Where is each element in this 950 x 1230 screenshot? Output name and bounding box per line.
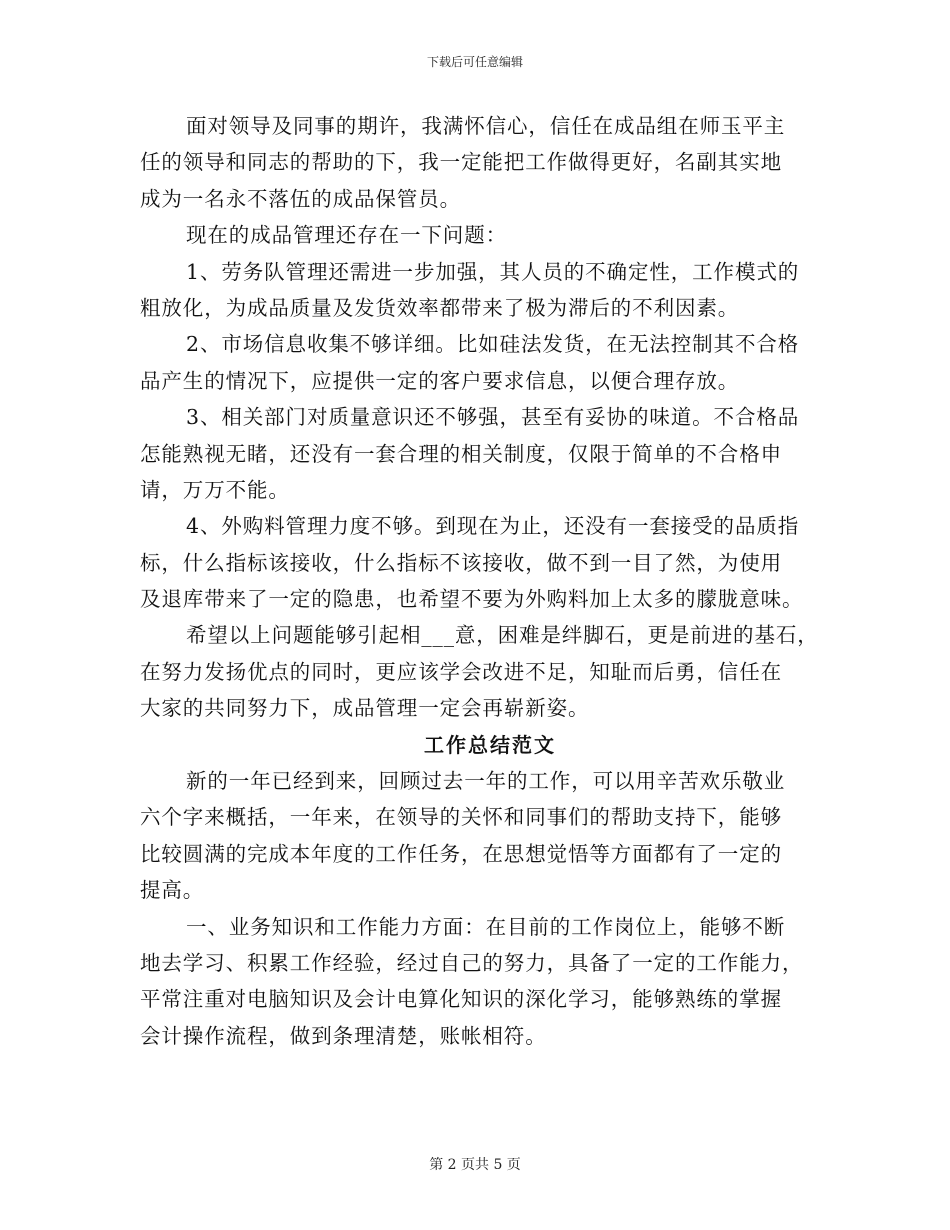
paragraph-line: 任的领导和同志的帮助的下，我一定能把工作做得更好，名副其实地 <box>140 150 782 175</box>
paragraph-line: 现在的成品管理还存在一下问题： <box>186 223 507 248</box>
paragraph-line: 在努力发扬优点的同时，更应该学会改进不足，知耻而后勇，信任在 <box>140 659 782 684</box>
paragraph-line: 地去学习、积累工作经验，经过自己的努力，具备了一定的工作能力， <box>140 950 804 975</box>
paragraph-line: 比较圆满的完成本年度的工作任务，在思想觉悟等方面都有了一定的 <box>140 841 782 866</box>
list-item-line: 品产生的情况下，应提供一定的客户要求信息，以便合理存放。 <box>140 368 740 393</box>
paragraph-line: 新的一年已经到来，回顾过去一年的工作，可以用辛苦欢乐敬业 <box>186 769 786 794</box>
paragraph-line: 提高。 <box>140 878 205 903</box>
paragraph-line: 大家的共同努力下，成品管理一定会再崭新姿。 <box>140 696 590 721</box>
document-body <box>140 108 820 1054</box>
paragraph-line: 会计操作流程，做到条理清楚，账帐相符。 <box>140 1023 547 1048</box>
paragraph-line: 一、业务知识和工作能力方面：在目前的工作岗位上，能够不断 <box>186 914 786 939</box>
list-item-line: 怎能熟视无睹，还没有一套合理的相关制度，仅限于简单的不合格申 <box>140 441 782 466</box>
paragraph-line: 希望以上问题能够引起相___意，困难是绊脚石，更是前进的基石， <box>186 623 819 648</box>
list-item-line: 请，万万不能。 <box>140 477 290 502</box>
paragraph-line: 面对领导及同事的期许，我满怀信心，信任在成品组在师玉平主 <box>186 114 786 138</box>
list-item-line: 及退库带来了一定的隐患，也希望不要为外购料加上太多的朦胧意味。 <box>140 587 804 612</box>
list-item-line: 粗放化，为成品质量及发货效率都带来了极为滞后的不利因素。 <box>140 295 740 320</box>
paragraph-line: 六个字来概括，一年来，在领导的关怀和同事们的帮助支持下，能够 <box>140 805 782 830</box>
page-footer: 第 2 页共 5 页 <box>429 1157 521 1173</box>
section-title: 工作总结范文 <box>424 732 556 757</box>
paragraph-line: 平常注重对电脑知识及会计电算化知识的深化学习，能够熟练的掌握 <box>140 987 782 1012</box>
list-item-line: 2、市场信息收集不够详细。比如硅法发货，在无法控制其不合格 <box>186 332 800 357</box>
list-item-line: 1、劳务队管理还需进一步加强，其人员的不确定性，工作模式的 <box>186 259 800 284</box>
list-item-line: 标，什么指标该接收，什么指标不该接收，做不到一目了然，为使用 <box>140 550 782 575</box>
paragraph-line: 成为一名永不落伍的成品保管员。 <box>140 186 461 211</box>
list-item-line: 3、相关部门对质量意识还不够强，甚至有妥协的味道。不合格品 <box>186 405 800 430</box>
page-header: 下载后可任意编辑 <box>426 55 523 69</box>
list-item-line: 4、外购料管理力度不够。到现在为止，还没有一套接受的品质指 <box>186 514 800 539</box>
